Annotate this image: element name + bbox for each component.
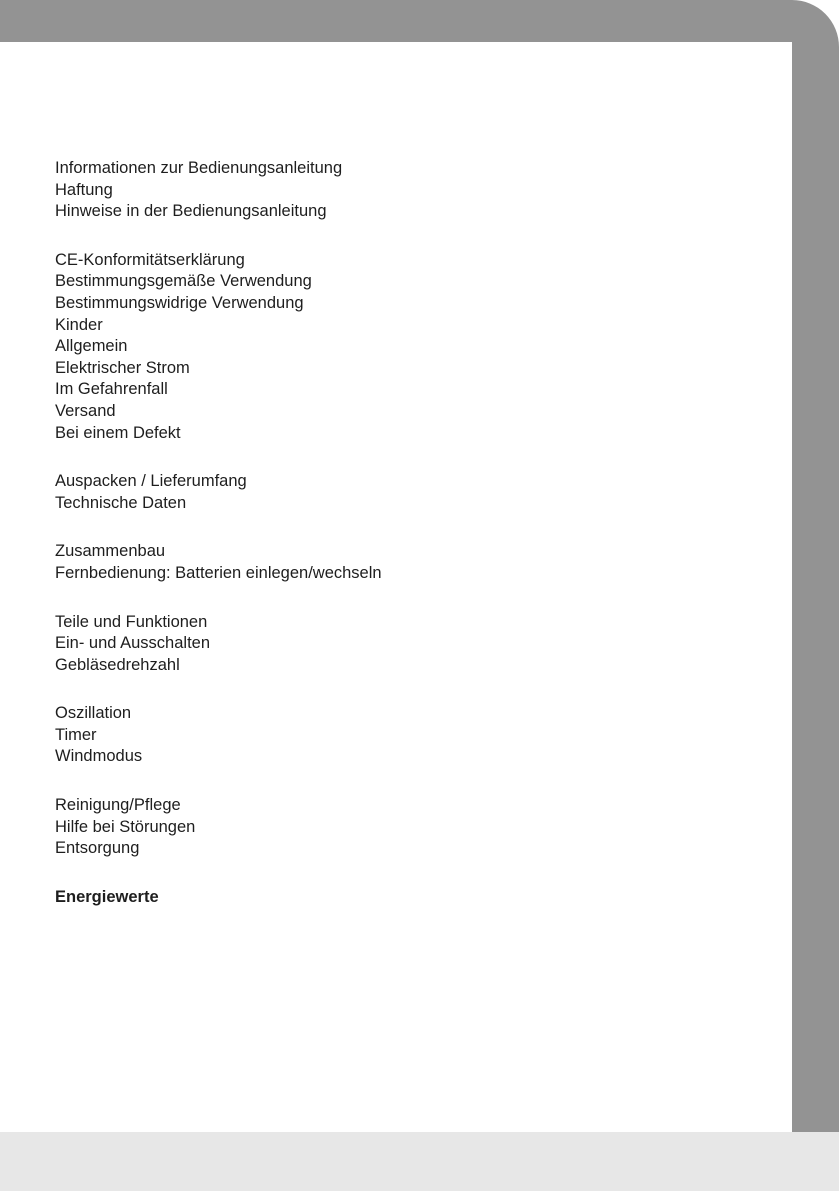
toc-item[interactable]: Ein- und Ausschalten — [55, 634, 211, 653]
toc-group — [55, 250, 382, 444]
toc-group — [55, 612, 382, 677]
toc-item[interactable]: Allgemein — [55, 337, 128, 356]
page-frame-top — [0, 0, 839, 42]
toc-item[interactable]: Bei einem Defekt — [55, 423, 181, 442]
toc-item[interactable]: Reinigung/Pflege — [55, 796, 181, 815]
toc-item[interactable]: Hinweise in der Bedienungsanleitung — [55, 202, 327, 221]
toc-item[interactable]: Bestimmungsgemäße Verwendung — [55, 272, 312, 291]
toc-item[interactable]: Auspacken / Lieferumfang — [55, 472, 247, 491]
toc-item[interactable]: Zusammenbau — [55, 542, 166, 561]
toc-item[interactable]: Elektrischer Strom — [55, 358, 190, 377]
toc-item[interactable]: Versand — [55, 401, 116, 420]
toc-group — [55, 703, 382, 768]
table-of-contents — [55, 158, 382, 935]
toc-group — [55, 471, 382, 514]
toc-item[interactable]: Haftung — [55, 180, 113, 199]
page-frame-bottom — [0, 1132, 839, 1191]
toc-group — [55, 887, 382, 909]
page-frame-right — [792, 0, 839, 1132]
toc-item[interactable]: Fernbedienung: Batterien einlegen/wechseln — [55, 563, 382, 582]
toc-item[interactable]: Im Gefahrenfall — [55, 380, 168, 399]
toc-item[interactable]: Kinder — [55, 315, 103, 334]
toc-item[interactable]: Bestimmungswidrige Verwendung — [55, 293, 304, 312]
toc-item[interactable]: Gebläsedrehzahl — [55, 655, 180, 674]
toc-group — [55, 795, 382, 860]
toc-item-energiewerte[interactable]: Energiewerte — [55, 887, 159, 906]
toc-item[interactable]: Timer — [55, 725, 97, 744]
toc-item[interactable]: Entsorgung — [55, 839, 140, 858]
toc-item[interactable]: Hilfe bei Störungen — [55, 817, 196, 836]
toc-item[interactable]: Teile und Funktionen — [55, 612, 208, 631]
toc-item[interactable]: Technische Daten — [55, 493, 187, 512]
toc-group — [55, 158, 382, 223]
toc-group — [55, 541, 382, 584]
toc-item[interactable]: Informationen zur Bedienungsanleitung — [55, 159, 343, 177]
toc-item[interactable]: CE-Konformitätserklärung — [55, 250, 245, 269]
toc-item[interactable]: Windmodus — [55, 747, 143, 766]
toc-item[interactable]: Oszillation — [55, 704, 132, 723]
